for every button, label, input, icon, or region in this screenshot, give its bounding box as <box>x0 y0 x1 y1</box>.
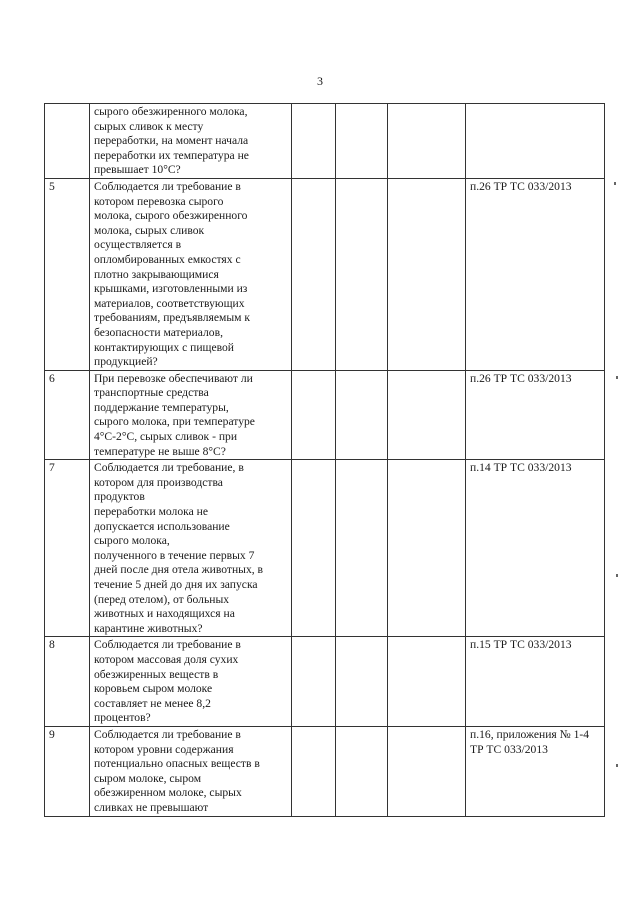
row-number: 5 <box>45 178 90 370</box>
reference-text: п.15 ТР ТС 033/2013 <box>470 638 572 652</box>
row-number <box>45 104 90 179</box>
answer-yes-cell[interactable] <box>292 178 336 370</box>
question-text: При перевозке обеспечивают ли транспортные средства поддержание температуры, сырого молока, при температуре 4°С-2°С, сырых сливок - при температуре не выше 8°С? <box>94 371 255 458</box>
row-number: 6 <box>45 370 90 460</box>
question-text: Соблюдается ли требование, в котором для производства продуктов переработки молока не допускается использование сырого молока, полученного в течение первых 7 дней после дня отела животных, в течение 5 дней до дня их запуска (перед отелом), от больных животных и находящихся на карантине животных? <box>94 461 264 635</box>
reference-text: п.26 ТР ТС 033/2013 <box>470 371 572 385</box>
table-row <box>45 637 605 727</box>
row-number: 7 <box>45 460 90 637</box>
question-cell <box>90 370 292 460</box>
reference-text: п.14 ТР ТС 033/2013 <box>470 461 572 475</box>
answer-no-cell[interactable] <box>336 637 388 727</box>
question-cell <box>90 460 292 637</box>
answer-no-cell[interactable] <box>336 370 388 460</box>
question-text: Соблюдается ли требование в котором перевозка сырого молока, сырого обезжиренного молока, сырых сливок осуществляется в опломбированных емкостях с плотно закрывающимися крышками, изготовленными из материалов, соответствующих требованиям, предъявляемым к безопасности материалов, контактирующих с пищевой продукцией? <box>94 179 250 369</box>
answer-no-cell[interactable] <box>336 726 388 816</box>
checklist-table <box>44 103 605 817</box>
answer-yes-cell[interactable] <box>292 726 336 816</box>
table-row <box>45 178 605 370</box>
reference-cell <box>466 178 605 370</box>
answer-na-cell[interactable] <box>388 104 466 179</box>
question-cell <box>90 637 292 727</box>
question-text: Соблюдается ли требование в котором уровни содержания потенциально опасных веществ в сыром молоке, сыром обезжиренном молоке, сырых сливках не превышают <box>94 727 260 814</box>
reference-cell <box>466 460 605 637</box>
answer-no-cell[interactable] <box>336 104 388 179</box>
answer-no-cell[interactable] <box>336 460 388 637</box>
scan-speck <box>616 376 618 379</box>
question-cell <box>90 178 292 370</box>
answer-na-cell[interactable] <box>388 178 466 370</box>
answer-na-cell[interactable] <box>388 637 466 727</box>
page-number: 3 <box>317 74 323 88</box>
table-row <box>45 370 605 460</box>
answer-yes-cell[interactable] <box>292 104 336 179</box>
answer-yes-cell[interactable] <box>292 460 336 637</box>
answer-na-cell[interactable] <box>388 460 466 637</box>
table-row <box>45 726 605 816</box>
answer-no-cell[interactable] <box>336 178 388 370</box>
scan-speck <box>614 182 616 185</box>
reference-text: п.26 ТР ТС 033/2013 <box>470 179 572 193</box>
table-row <box>45 460 605 637</box>
reference-text: п.16, приложения № 1-4 ТР ТС 033/2013 <box>470 727 590 756</box>
row-number: 8 <box>45 637 90 727</box>
scan-speck <box>616 574 618 577</box>
answer-yes-cell[interactable] <box>292 370 336 460</box>
answer-yes-cell[interactable] <box>292 637 336 727</box>
reference-cell <box>466 637 605 727</box>
question-text: сырого обезжиренного молока, сырых сливок к месту переработки, на момент начала переработки их температура не превышает 10°С? <box>94 105 249 177</box>
scan-speck <box>616 764 618 767</box>
table-row <box>45 104 605 179</box>
answer-na-cell[interactable] <box>388 370 466 460</box>
reference-cell <box>466 726 605 816</box>
question-text: Соблюдается ли требование в котором массовая доля сухих обезжиренных веществ в коровьем сыром молоке составляет не менее 8,2 процентов? <box>94 638 241 725</box>
question-cell <box>90 104 292 179</box>
question-cell <box>90 726 292 816</box>
answer-na-cell[interactable] <box>388 726 466 816</box>
reference-cell <box>466 370 605 460</box>
row-number: 9 <box>45 726 90 816</box>
reference-cell <box>466 104 605 179</box>
